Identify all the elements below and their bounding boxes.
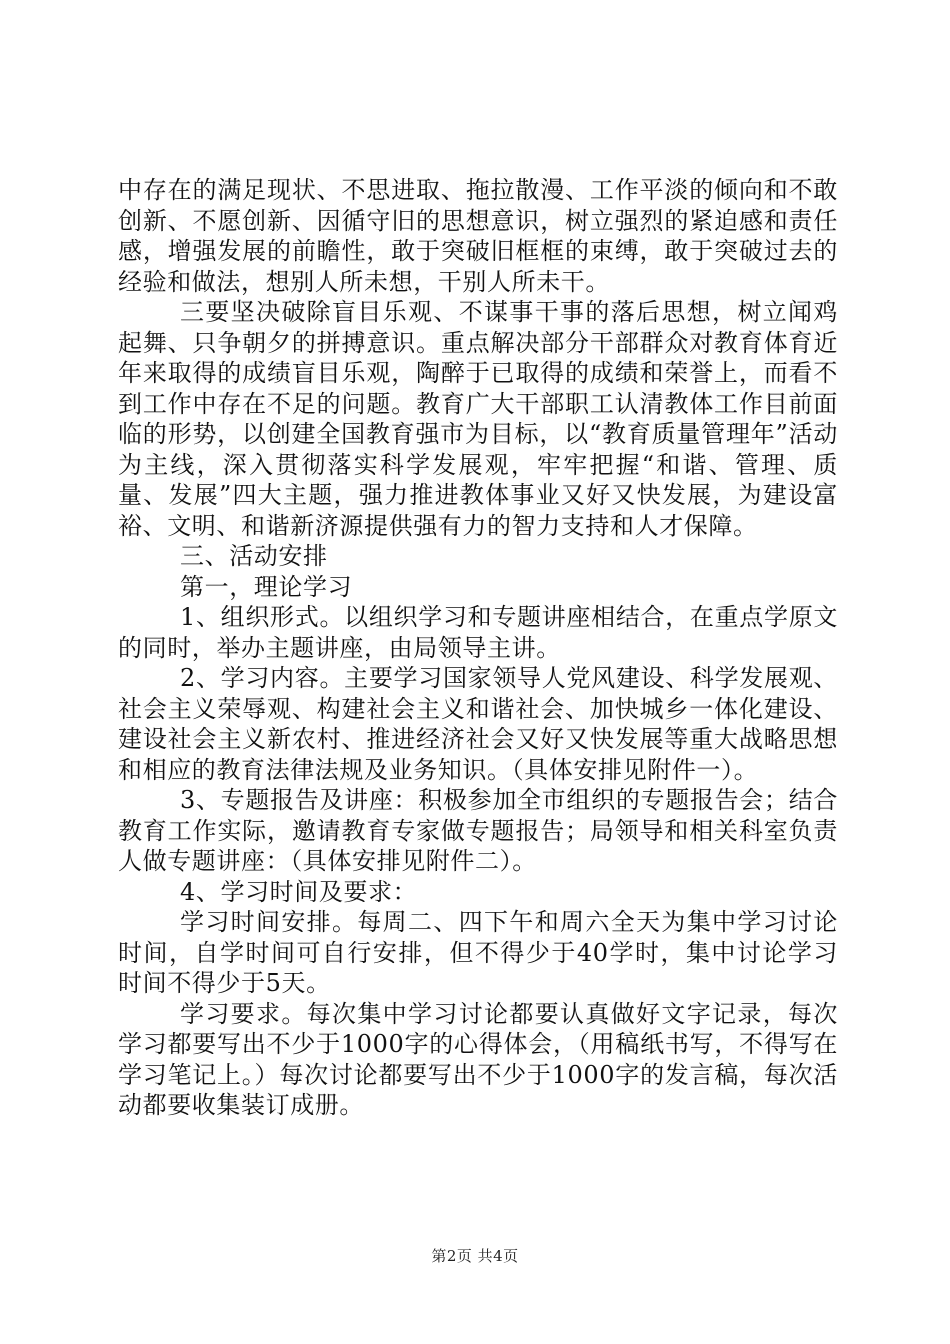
page-number-footer: 第2页 共4页 (431, 1247, 519, 1265)
document-body (118, 175, 838, 1121)
paragraph-study-schedule: 学习时间安排。每周二、四下午和周六全天为集中学习讨论时间，自学时间可自行安排，但不得少于40学时，集中讨论学习时间不得少于5天。 (118, 908, 838, 997)
paragraph-continuation: 中存在的满足现状、不思进取、拖拉散漫、工作平淡的倾向和不敢创新、不愿创新、因循守旧的思想意识，树立强烈的紧迫感和责任感，增强发展的前瞻性，敢于突破旧框框的束缚，敢于突破过去的经验和做法，想别人所未想，干别人所未干。 (118, 176, 838, 296)
paragraph-organization-form: 1、组织形式。以组织学习和专题讲座相结合，在重点学原文的同时，举办主题讲座，由局领导主讲。 (118, 603, 838, 662)
paragraph-study-time-heading: 4、学习时间及要求： (180, 877, 418, 906)
paragraph-special-reports: 3、专题报告及讲座：积极参加全市组织的专题报告会；结合教育工作实际，邀请教育专家做专题报告；局领导和相关科室负责人做专题讲座：（具体安排见附件二）。 (118, 786, 838, 875)
paragraph-study-content: 2、学习内容。主要学习国家领导人党风建设、科学发展观、社会主义荣辱观、构建社会主义和谐社会、加快城乡一体化建设、建设社会主义新农村、推进经济社会又好又快发展等重大战略思想和相应的教育法律法规及业务知识。（具体安排见附件一）。 (118, 664, 838, 784)
paragraph-point-three: 三要坚决破除盲目乐观、不谋事干事的落后思想，树立闻鸡起舞、只争朝夕的拼搏意识。重点解决部分干部群众对教育体育近年来取得的成绩盲目乐观，陶醉于已取得的成绩和荣誉上，而看不到工作中存在不足的问题。教育广大干部职工认清教体工作目前面临的形势，以创建全国教育强市为目标，以“教育质量管理年”活动为主线，深入贯彻落实科学发展观，牢牢把握“和谐、管理、质量、发展”四大主题，强力推进教体事业又好又快发展，为建设富裕、文明、和谐新济源提供强有力的智力支持和人才保障。 (118, 298, 838, 540)
section-heading-activity-arrangement: 三、活动安排 (180, 542, 328, 570)
subsection-heading-theory-study: 第一，理论学习 (180, 572, 353, 601)
paragraph-study-requirements: 学习要求。每次集中学习讨论都要认真做好文字记录，每次学习都要写出不少于1000字的心得体会，（用稿纸书写，不得写在学习笔记上。）每次讨论都要写出不少于1000字的发言稿，每次活动都要收集装订成册。 (118, 999, 838, 1119)
